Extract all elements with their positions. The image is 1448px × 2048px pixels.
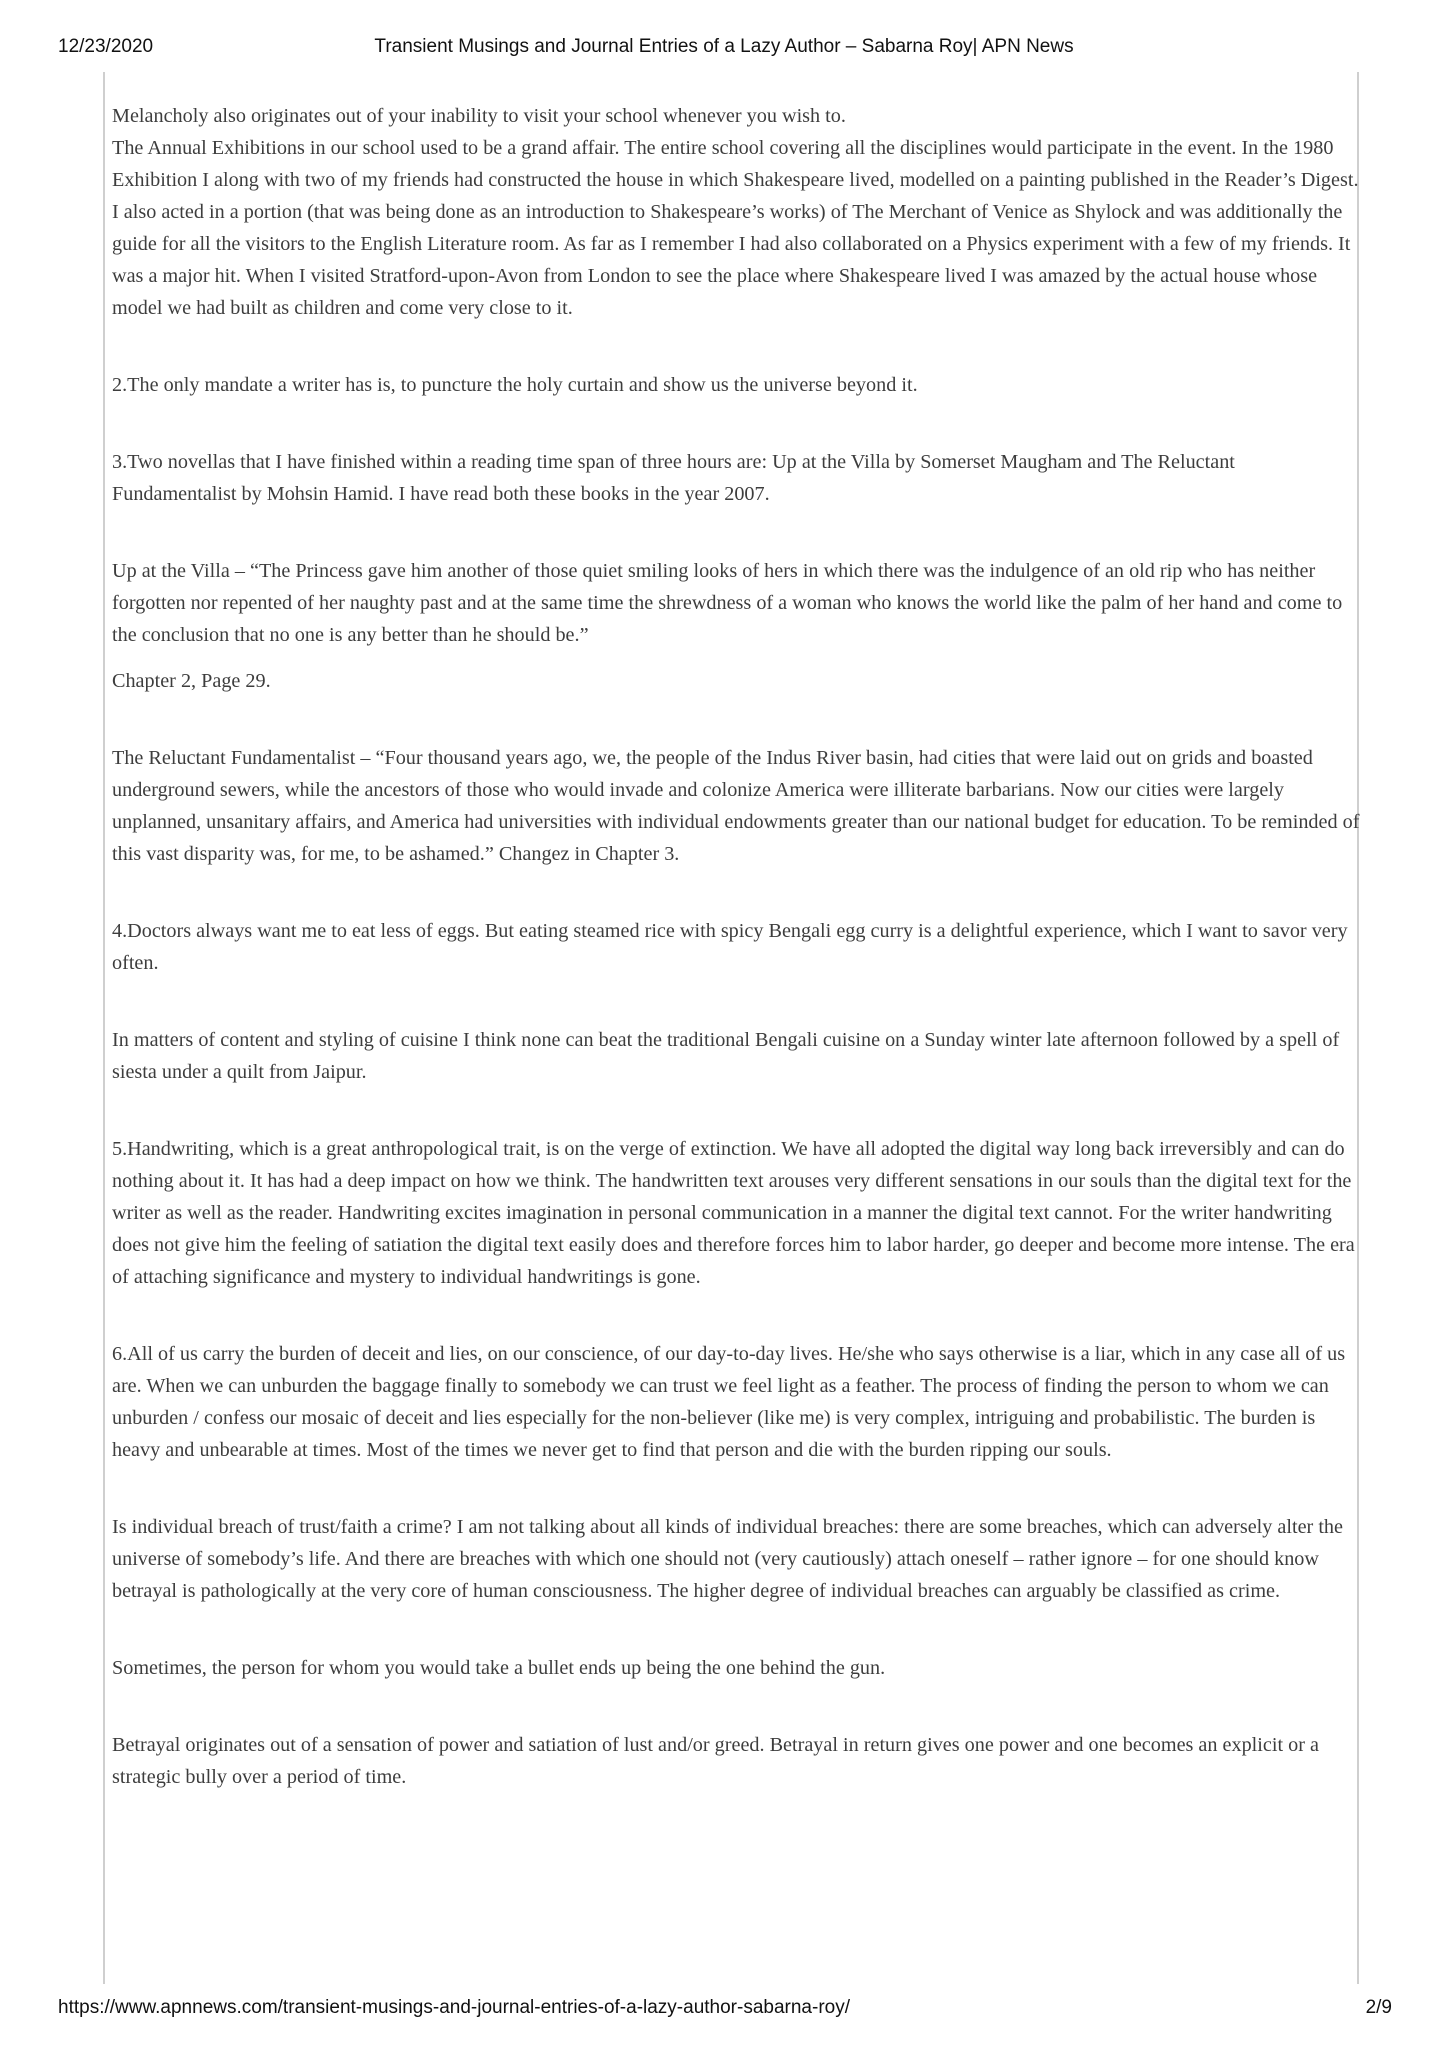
- page-number: 2/9: [1365, 1997, 1392, 2018]
- print-footer: [0, 1997, 1448, 2021]
- paragraph: 3.Two novellas that I have finished within a reading time span of three hours are: Up at the Villa by Somerset Maugham and The Reluctant Fundamentalist by Mohsin Hamid. I have read both these books in the year 2007.: [112, 451, 1235, 505]
- content-left-border: [103, 72, 105, 1984]
- paragraph: In matters of content and styling of cuisine I think none can beat the traditional Bengali cuisine on a Sunday winter late afternoon followed by a spell of siesta under a quilt from Jaipur.: [112, 1029, 1340, 1083]
- paragraph: Up at the Villa – “The Princess gave him another of those quiet smiling looks of hers in which there was the indulgence of an old rip who has neither forgotten nor repented of her naughty past and at the same time the shrewdness of a woman who knows the world like the palm of her hand and come to the conclusion that no one is any better than he should be.”: [112, 560, 1343, 646]
- paragraph: 4.Doctors always want me to eat less of eggs. But eating steamed rice with spicy Bengali egg curry is a delightful experience, which I want to savor very often.: [112, 920, 1348, 974]
- print-date: 12/23/2020: [58, 36, 154, 57]
- paragraph: Melancholy also originates out of your inability to visit your school whenever you wish to.: [112, 105, 846, 127]
- paragraph: 6.All of us carry the burden of deceit and lies, on our conscience, of our day-to-day lives. He/she who says otherwise is a liar, which in any case all of us are. When we can unburden the baggage finally to somebody we can trust we feel light as a feather. The process of finding the person to whom we can unburden / confess our mosaic of deceit and lies especially for the non-believer (like me) is very complex, intriguing and probabilistic. The burden is heavy and unbearable at times. Most of the times we never get to find that person and die with the burden ripping our souls.: [112, 1343, 1346, 1461]
- page-title: Transient Musings and Journal Entries of a Lazy Author – Sabarna Roy| APN News: [374, 36, 1074, 57]
- paragraph: Sometimes, the person for whom you would take a bullet ends up being the one behind the gun.: [112, 1657, 886, 1679]
- paragraph: 5.Handwriting, which is a great anthropological trait, is on the verge of extinction. We have all adopted the digital way long back irreversibly and can do nothing about it. It has had a deep impact on how we think. The handwritten text arouses very different sensations in our souls than the digital text for the writer as well as the reader. Handwriting excites imagination in personal communication in a manner the digital text cannot. For the writer handwriting does not give him the feeling of satiation the digital text easily does and therefore forces him to labor harder, go deeper and become more intense. The era of attaching significance and mystery to individual handwritings is gone.: [112, 1138, 1355, 1288]
- paragraph: 2.The only mandate a writer has is, to puncture the holy curtain and show us the universe beyond it.: [112, 374, 918, 396]
- paragraph: The Reluctant Fundamentalist – “Four thousand years ago, we, the people of the Indus River basin, had cities that were laid out on grids and boasted underground sewers, while the ancestors of those who would invade and colonize America were illiterate barbarians. Now our cities were largely unplanned, unsanitary affairs, and America had universities with individual endowments greater than our national budget for education. To be reminded of this vast disparity was, for me, to be ashamed.” Changez in Chapter 3.: [112, 747, 1360, 865]
- article-body: [112, 100, 1360, 1793]
- paragraph: The Annual Exhibitions in our school used to be a grand affair. The entire school covering all the disciplines would participate in the event. In the 1980 Exhibition I along with two of my friends had constructed the house in which Shakespeare lived, modelled on a painting published in the Reader’s Digest. I also acted in a portion (that was being done as an introduction to Shakespeare’s works) of The Merchant of Venice as Shylock and was additionally the guide for all the visitors to the English Literature room. As far as I remember I had also collaborated on a Physics experiment with a few of my friends. It was a major hit. When I visited Stratford-upon-Avon from London to see the place where Shakespeare lived I was amazed by the actual house whose model we had built as children and come very close to it.: [112, 137, 1359, 319]
- paragraph: Betrayal originates out of a sensation of power and satiation of lust and/or greed. Betrayal in return gives one power and one becomes an explicit or a strategic bully over a period of time.: [112, 1734, 1319, 1788]
- print-header: [0, 36, 1448, 60]
- paragraph: Is individual breach of trust/faith a crime? I am not talking about all kinds of individual breaches: there are some breaches, which can adversely alter the universe of somebody’s life. And there are breaches with which one should not (very cautiously) attach oneself – rather ignore – for one should know betrayal is pathologically at the very core of human consciousness. The higher degree of individual breaches can arguably be classified as crime.: [112, 1516, 1343, 1602]
- page-url: https://www.apnnews.com/transient-musings-and-journal-entries-of-a-lazy-author-sabarna-roy/: [58, 1997, 850, 2018]
- paragraph: Chapter 2, Page 29.: [112, 670, 271, 692]
